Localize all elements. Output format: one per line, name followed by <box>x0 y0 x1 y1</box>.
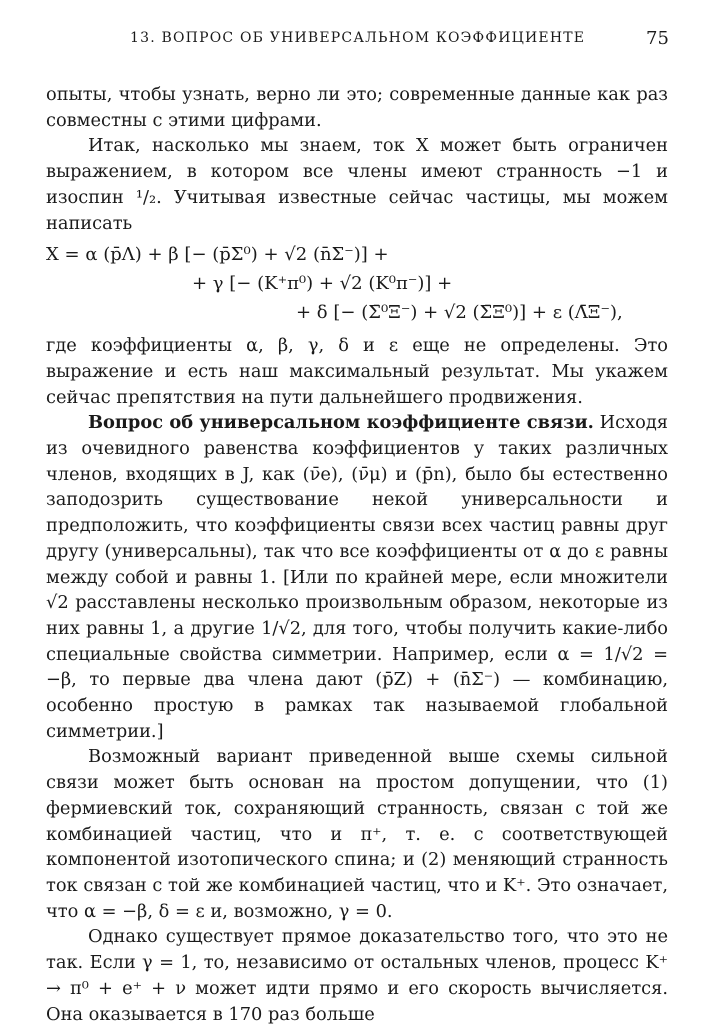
formula-line-3: + δ [− (Σ̄⁰Ξ⁻) + √2 (Σ̄Ξ⁰)] + ε (Λ̄Ξ⁻), <box>296 302 623 324</box>
paragraph-2: Итак, насколько мы знаем, ток X может быть ограничен выражением, в котором все члены имеют странность −1 и изоспин ¹/₂. Учитывая известные сейчас частицы, мы можем написать <box>46 135 668 234</box>
paragraph-3: где коэффициенты α, β, γ, δ и ε еще не определены. Это выражение и есть наш максимальный результат. Мы укажем сейчас препятствия на пути дальнейшего продвижения. <box>46 335 668 408</box>
paragraph-4 <box>46 410 668 744</box>
running-header <box>0 28 719 52</box>
running-title: 13. ВОПРОС ОБ УНИВЕРСАЛЬНОМ КОЭФФИЦИЕНТЕ <box>130 30 586 46</box>
section-heading: Вопрос об универсальном коэффициенте связи. <box>88 412 594 434</box>
formula-line-1: X = α (p̄Λ) + β [− (p̄Σ⁰) + √2 (n̄Σ⁻)] + <box>46 244 389 266</box>
current-formula <box>46 240 668 327</box>
paragraph-4-text: Исходя из очевидного равенства коэффициентов у таких различных членов, входящих в J, как (ν̄e), (ν̄μ) и (p̄n), было бы естественно заподозрить существование некой универсальности и предположить, что коэффициенты связи всех частиц равны друг другу (универсальны), так что все коэффициенты от α до ε равны между собой и равны 1. [Или по крайней мере, если множители √2 расставлены несколько произвольным образом, некоторые из них равны 1, а другие 1/√2, для того, чтобы получить какие-либо специальные свойства симметрии. Например, если α = 1/√2 = −β, то первые два члена дают (p̄Z) + (n̄Σ⁻) — комбинацию, особенно простую в рамках так называемой глобальной симметрии.] <box>46 412 668 742</box>
formula-line-2: + γ [− (K⁺π⁰) + √2 (K⁰π⁻)] + <box>192 273 453 295</box>
paragraph-6: Однако существует прямое доказательство того, что это не так. Если γ = 1, то, независимо от остальных членов, процесс K⁺ → π⁰ + e⁺ + ν может идти прямо и его скорость вычисляется. Она оказывается в 170 раз больше <box>46 926 668 1025</box>
page-number: 75 <box>646 28 669 49</box>
main-text <box>46 82 668 1027</box>
paragraph-1: опыты, чтобы узнать, верно ли это; современные данные как раз совместны с этими цифрами. <box>46 84 668 131</box>
paragraph-5: Возможный вариант приведенной выше схемы сильной связи может быть основан на простом допущении, что (1) фермиевский ток, сохраняющий странность, связан с той же комбинацией частиц, что и π⁺, т. е. с соответствующей компонентой изотопического спина; и (2) меняющий странность ток связан с той же комбинацией частиц, что и K⁺. Это означает, что α = −β, δ = ε и, возможно, γ = 0. <box>46 746 668 922</box>
